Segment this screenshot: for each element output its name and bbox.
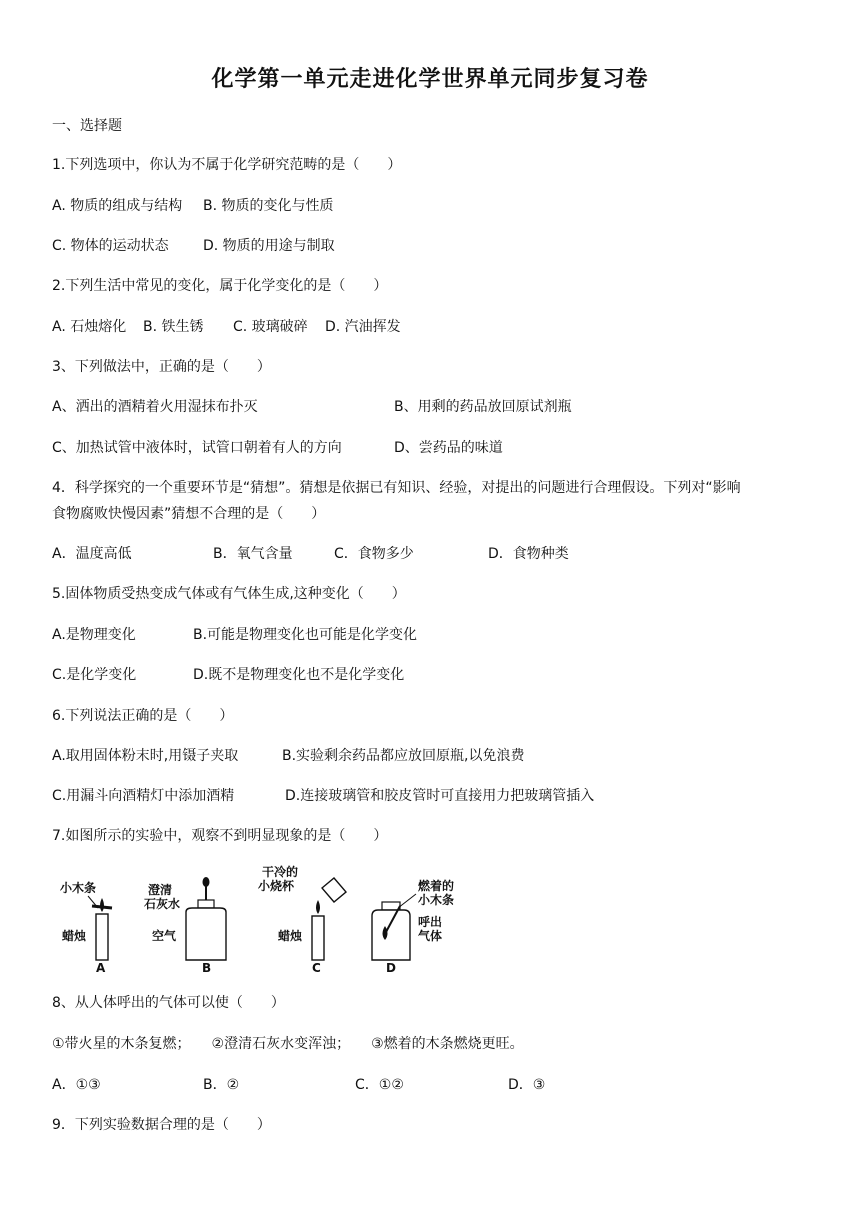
page-title: 化学第一单元走进化学世界单元同步复习卷	[211, 67, 649, 92]
question-4-stem-line1: 4．科学探究的一个重要环节是“猜想”。猜想是依据已有知识、经验，对提出的问题进行合理假设。下列对“影响	[52, 480, 741, 496]
label-breath-2: 气体	[418, 929, 443, 943]
q2-option-c: C. 玻璃破碎	[233, 319, 308, 335]
q6-option-c: C.用漏斗向酒精灯中添加酒精	[52, 788, 235, 804]
bottle-icon	[372, 910, 410, 960]
question-8-stem: 8、从人体呼出的气体可以使（ ）	[52, 995, 285, 1011]
q6-option-b: B.实验剩余药品都应放回原瓶,以免浪费	[282, 748, 525, 764]
q3-option-c: C、加热试管中液体时，试管口朝着有人的方向	[52, 440, 342, 456]
q8-option-a: A．①③	[52, 1077, 101, 1093]
q1-option-c: C. 物体的运动状态	[52, 238, 169, 254]
question-3-stem: 3、下列做法中，正确的是（ ）	[52, 359, 271, 375]
experiment-figure	[52, 864, 492, 976]
label-candle-c: 蜡烛	[278, 929, 303, 943]
q1-option-a: A. 物质的组成与结构	[52, 198, 183, 214]
question-2-stem: 2.下列生活中常见的变化，属于化学变化的是（ ）	[52, 278, 388, 294]
label-limewater-2: 石灰水	[144, 897, 181, 911]
q6-option-d: D.连接玻璃管和胶皮管时可直接用力把玻璃管插入	[285, 788, 595, 804]
setup-d	[372, 878, 454, 975]
q8-option-d: D．③	[508, 1077, 546, 1093]
q1-option-d: D. 物质的用途与制取	[203, 238, 335, 254]
letter-d: D	[386, 961, 396, 975]
q3-option-a: A、洒出的酒精着火用湿抹布扑灭	[52, 399, 258, 415]
q2-option-d: D. 汽油挥发	[325, 319, 401, 335]
bottle-icon	[186, 908, 226, 960]
q5-option-b: B.可能是物理变化也可能是化学变化	[193, 627, 418, 643]
q1-option-b: B. 物质的变化与性质	[203, 198, 334, 214]
q3-option-b: B、用剩的药品放回原试剂瓶	[394, 399, 572, 415]
label-breath-1: 呼出	[418, 915, 443, 929]
label-stick: 小木条	[60, 881, 97, 895]
setup-b	[144, 877, 226, 975]
candle-icon	[312, 916, 324, 960]
label-beaker-2: 小烧杯	[258, 879, 295, 893]
question-9-stem: 9．下列实验数据合理的是（ ）	[52, 1117, 271, 1133]
letter-c: C	[312, 961, 321, 975]
question-1-stem: 1.下列选项中，你认为不属于化学研究范畴的是（ ）	[52, 157, 402, 173]
bottle-neck-icon	[382, 902, 400, 910]
label-burning-1: 燃着的	[418, 879, 455, 893]
q8-statements: ①带火星的木条复燃； ②澄清石灰水变浑浊； ③燃着的木条燃烧更旺。	[52, 1036, 524, 1052]
flame-icon	[316, 900, 320, 914]
candle-icon	[96, 914, 108, 960]
q3-option-d: D、尝药品的味道	[394, 440, 503, 456]
label-candle-a: 蜡烛	[62, 929, 87, 943]
question-7-stem: 7.如图所示的实验中，观察不到明显现象的是（ ）	[52, 828, 388, 844]
flame-icon	[100, 898, 104, 912]
letter-b: B	[202, 961, 212, 975]
q5-option-a: A.是物理变化	[52, 627, 136, 643]
bottle-neck-icon	[198, 900, 214, 908]
q4-option-d: D．食物种类	[488, 546, 569, 562]
q2-option-b: B. 铁生锈	[143, 319, 204, 335]
q6-option-a: A.取用固体粉末时,用镊子夹取	[52, 748, 239, 764]
q5-option-d: D.既不是物理变化也不是化学变化	[193, 667, 405, 683]
dropper-bulb-icon	[203, 877, 210, 887]
experiment-diagram	[52, 864, 492, 976]
leader-line	[398, 894, 416, 908]
q2-option-a: A. 石烛熔化	[52, 319, 127, 335]
letter-a: A	[96, 961, 106, 975]
q8-option-b: B．②	[203, 1077, 240, 1093]
setup-a	[60, 880, 112, 975]
question-4-stem-line2: 食物腐败快慢因素”猜想不合理的是（ ）	[52, 506, 326, 522]
label-limewater-1: 澄清	[148, 883, 173, 897]
section-heading: 一、选择题	[52, 118, 122, 134]
label-beaker-1: 干冷的	[262, 865, 299, 879]
label-air: 空气	[152, 929, 177, 943]
q4-option-a: A．温度高低	[52, 546, 132, 562]
question-5-stem: 5.固体物质受热变成气体或有气体生成,这种变化（ ）	[52, 586, 406, 602]
q5-option-c: C.是化学变化	[52, 667, 137, 683]
q4-option-b: B．氧气含量	[213, 546, 293, 562]
question-6-stem: 6.下列说法正确的是（ ）	[52, 708, 234, 724]
setup-c	[258, 864, 346, 975]
beaker-icon	[322, 878, 346, 902]
q4-option-c: C．食物多少	[334, 546, 414, 562]
q8-option-c: C．①②	[355, 1077, 404, 1093]
label-burning-2: 小木条	[418, 893, 455, 907]
